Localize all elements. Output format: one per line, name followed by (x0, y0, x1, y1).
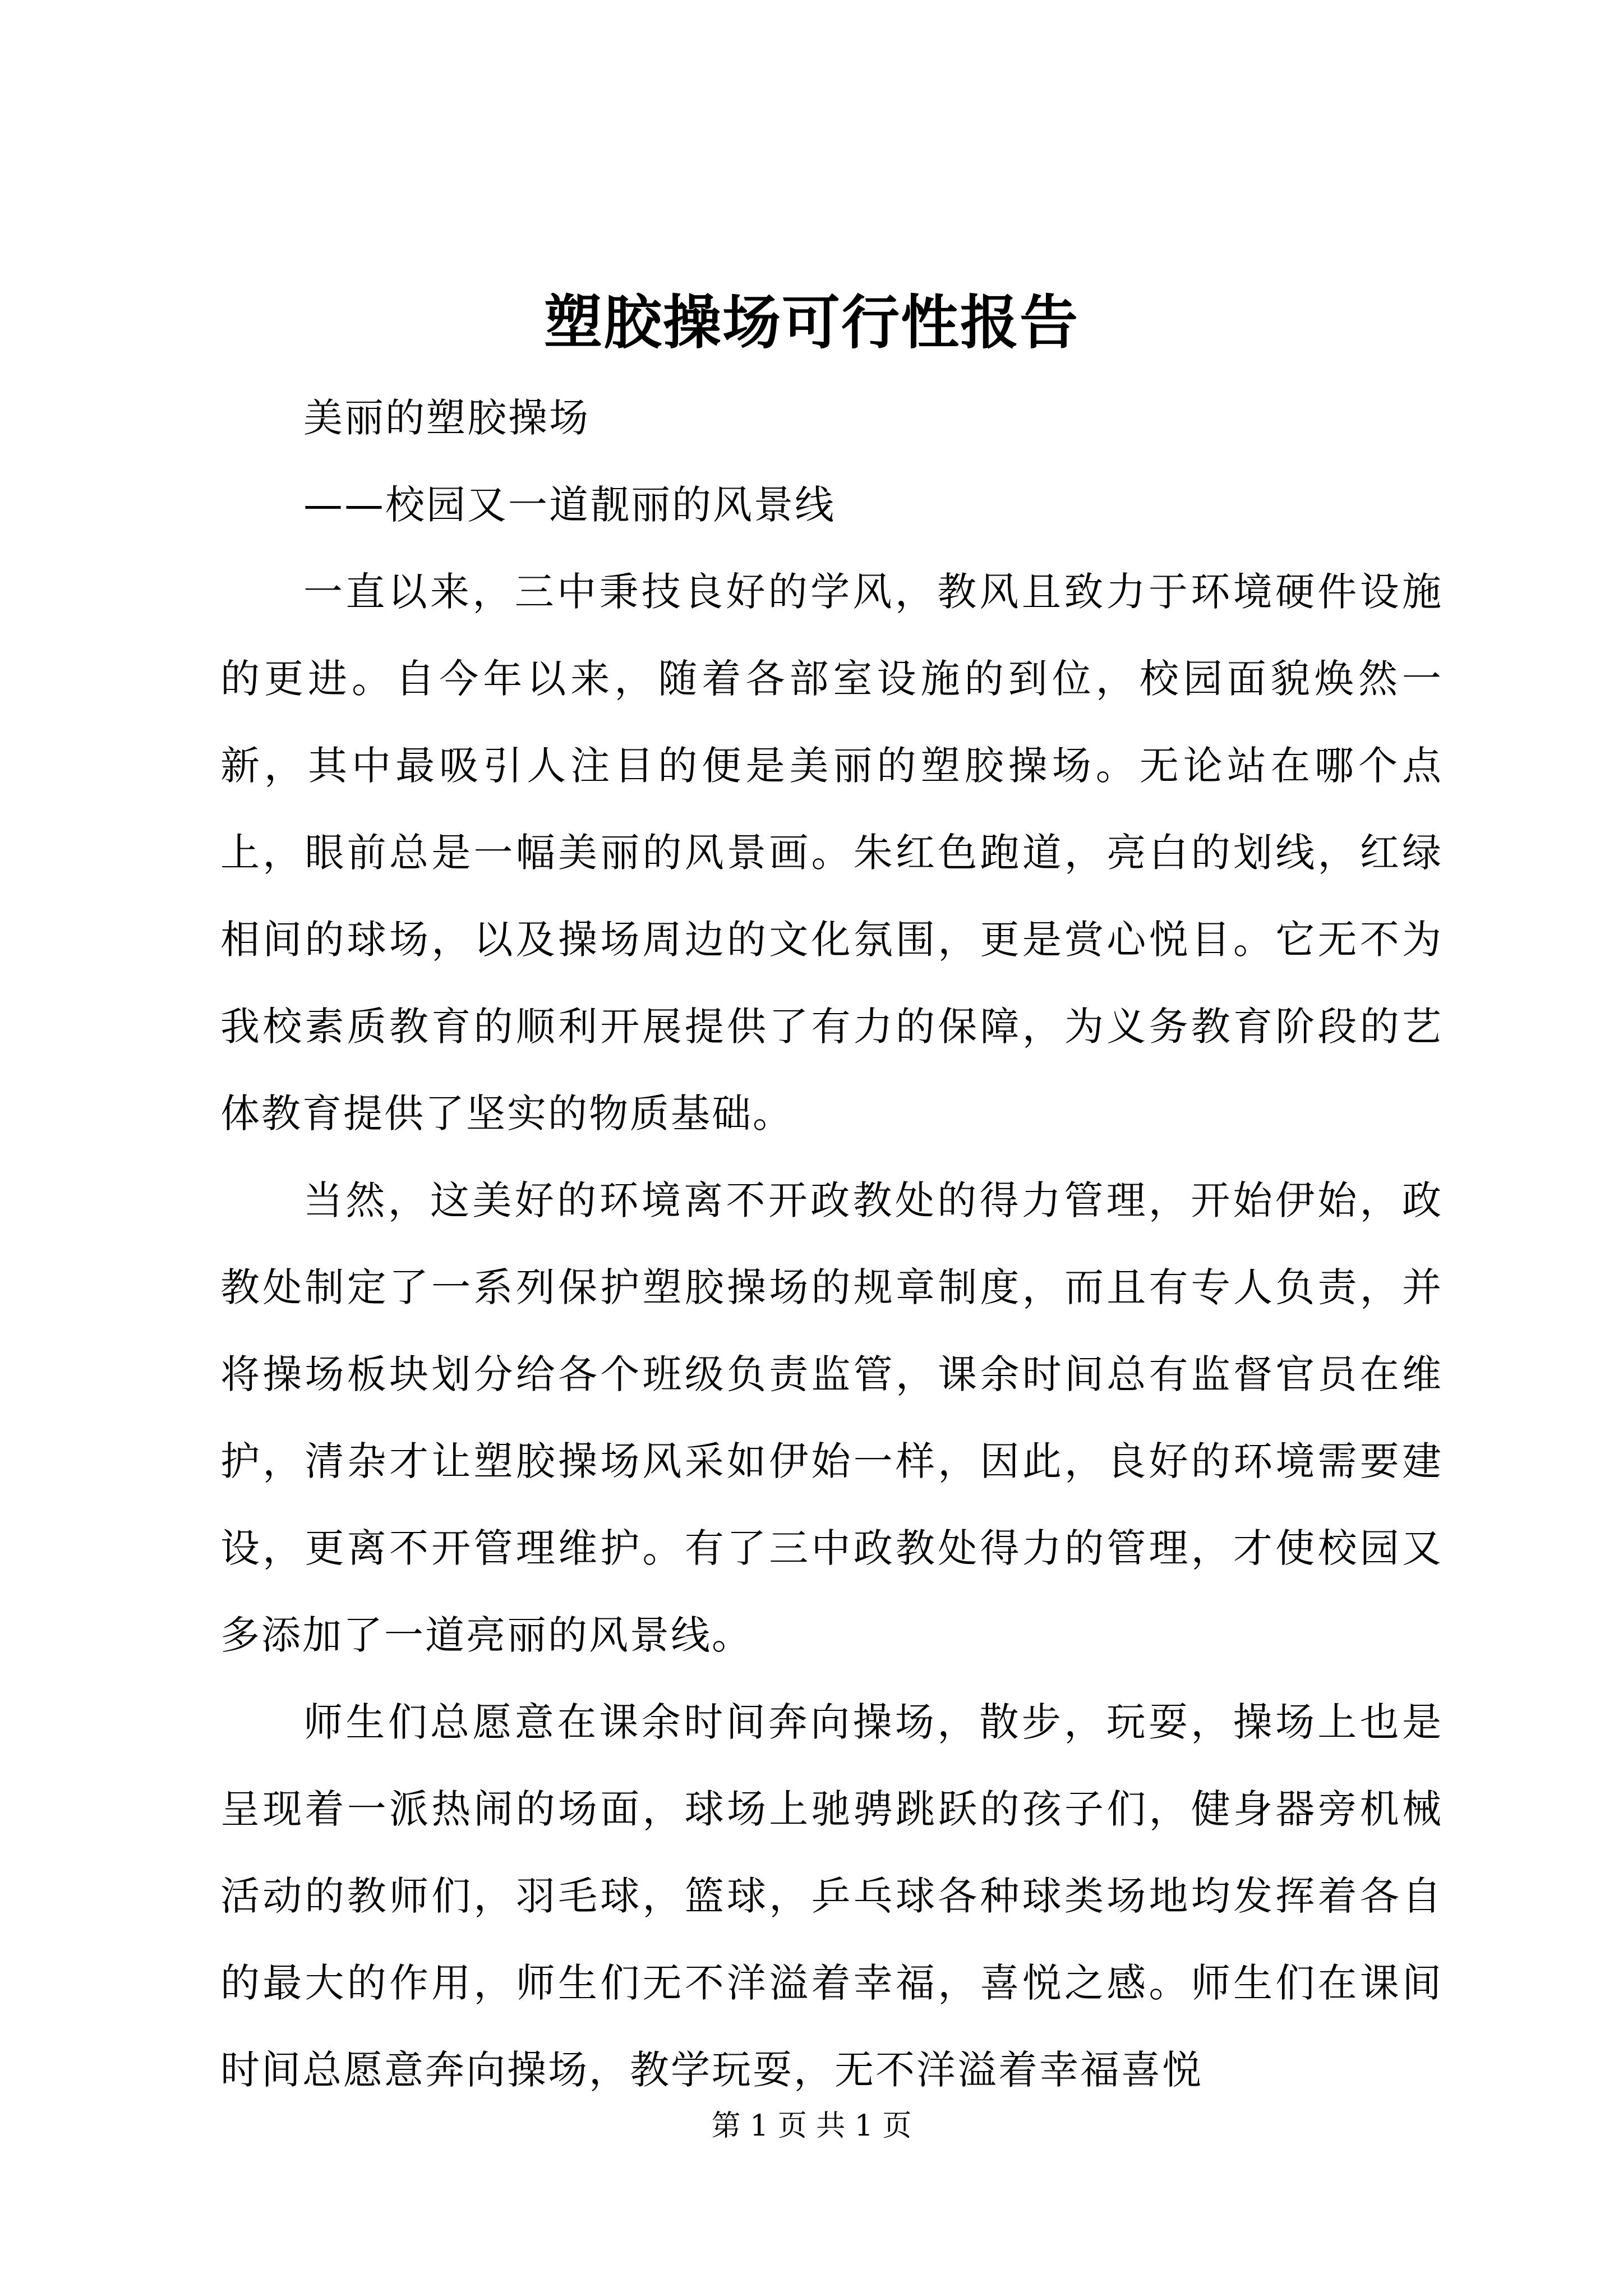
paragraph: 师生们总愿意在课余时间奔向操场，散步，玩耍，操场上也是呈现着一派热闹的场面，球场上驰骋跳跃的孩子们，健身器旁机械活动的教师们，羽毛球，篮球，乒乓球各种球类场地均发挥着各自的最大的作用，师生们无不洋溢着幸福，喜悦之感。师生们在课间时间总愿意奔向操场，教学玩耍，无不洋溢着幸福喜悦 (220, 1699, 1443, 2093)
document-subheading: ——校园又一道靓丽的风景线 (303, 482, 836, 528)
document-body (220, 375, 1443, 2114)
document-subtitle: 美丽的塑胶操场 (303, 395, 590, 441)
paragraph: 一直以来，三中秉技良好的学风，教风且致力于环境硬件设施的更进。自今年以来，随着各部室设施的到位，校园面貌焕然一新，其中最吸引人注目的便是美丽的塑胶操场。无论站在哪个点上，眼前总是一幅美丽的风景画。朱红色跑道，亮白的划线，红绿相间的球场，以及操场周边的文化氛围，更是赏心悦目。它无不为我校素质教育的顺利开展提供了有力的保障，为义务教育阶段的艺体教育提供了坚实的物质基础。 (220, 569, 1443, 1137)
page-number-footer: 第 1 页 共 1 页 (711, 2109, 912, 2143)
paragraph: 当然，这美好的环境离不开政教处的得力管理，开始伊始，政教处制定了一系列保护塑胶操场的规章制度，而且有专人负责，并将操场板块划分给各个班级负责监管，课余时间总有监督官员在维护，清杂才让塑胶操场风采如伊始一样，因此，良好的环境需要建设，更离不开管理维护。有了三中政教处得力的管理，才使校园又多添加了一道亮丽的风景线。 (220, 1177, 1443, 1658)
document-title: 塑胶操场可行性报告 (543, 288, 1079, 357)
